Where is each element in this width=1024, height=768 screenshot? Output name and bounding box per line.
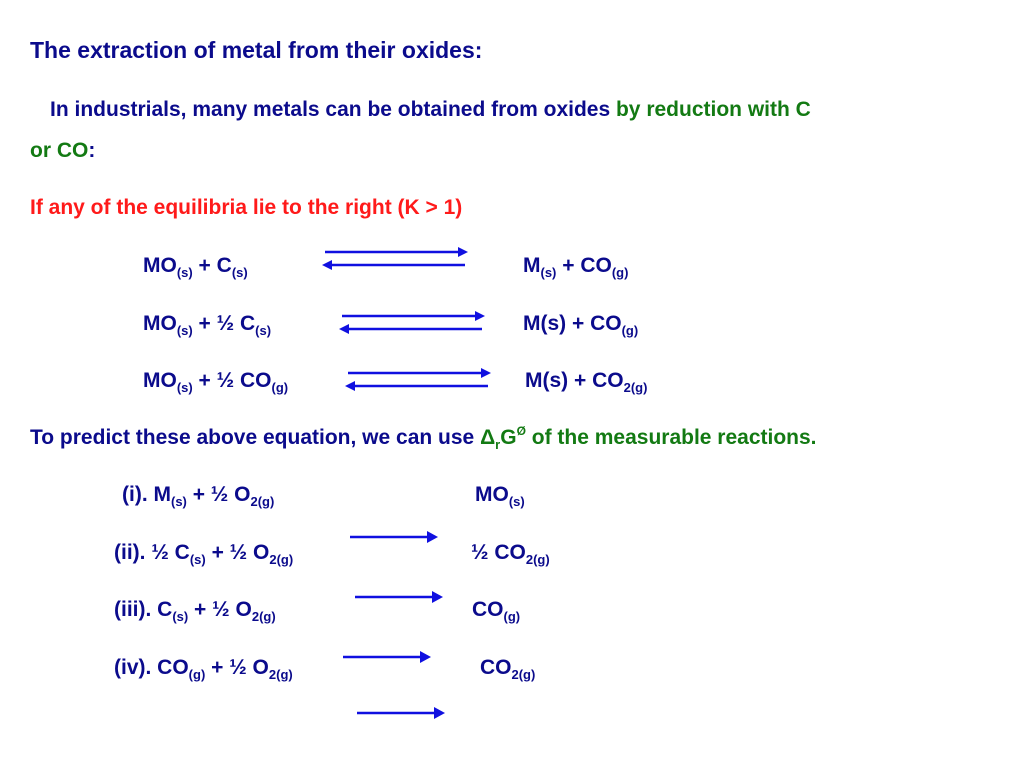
r1-l2: + ½ O [186,483,251,506]
eq3-r1-sub: 2(g) [623,380,648,395]
r1-l1-sub: (s) [170,494,187,509]
intro-line-1 [50,98,811,122]
r2-l1-sub: (s) [189,552,206,567]
r1-l1: (i). M [122,483,171,506]
reaction-i-reactants [122,483,274,507]
eq3-l2-sub: (g) [271,380,289,395]
equilibrium-arrow-icon [322,246,472,272]
eq2-r1-sub: (g) [621,323,639,338]
intro-highlight-cont: or CO [30,139,89,162]
prediction-text: To predict these above equation, we can use [30,426,481,449]
eq3-r1: M(s) + CO [525,369,624,392]
r3-p1: CO [472,598,504,621]
reaction-iii-product [472,598,520,622]
eq3-l1-sub: (s) [176,380,193,395]
equilibrium-2-products [523,312,638,336]
r4-l2-sub: 2(g) [268,667,293,682]
eq1-l2: + C [192,254,232,277]
r2-p1-sub: 2(g) [525,552,550,567]
reaction-ii-reactants [114,541,293,565]
gibbs-symbol [480,424,817,452]
gibbs-standard-sup: Ø [516,424,526,438]
reaction-i-product [475,483,525,507]
reaction-ii-product [471,541,550,565]
equilibrium-arrow-icon [339,310,489,336]
reaction-iv-product [480,656,535,680]
eq1-r2-sub: (g) [611,265,629,280]
slide-title: The extraction of metal from their oxides: [30,37,483,63]
r3-p1-sub: (g) [503,609,521,624]
eq1-r1-sub: (s) [540,265,557,280]
r2-l1: (ii). ½ C [114,541,190,564]
eq2-l2: + ½ C [192,312,256,335]
r4-p1: CO [480,656,512,679]
eq2-l1-sub: (s) [176,323,193,338]
eq3-l1: MO [143,369,177,392]
eq1-l1-sub: (s) [176,265,193,280]
equilibrium-condition: If any of the equilibria lie to the right (K > 1) [30,196,463,219]
equilibrium-1-reactants [143,254,248,278]
eq3-l2: + ½ CO [192,369,272,392]
r3-l2: + ½ O [188,598,252,621]
eq1-r2: + CO [556,254,612,277]
reaction-arrow-icon [357,705,449,721]
r4-l2: + ½ O [205,656,269,679]
r1-l2-sub: 2(g) [250,494,275,509]
reaction-arrow-icon [355,589,447,605]
equilibrium-1-products [523,254,628,278]
reaction-arrow-icon [350,529,442,545]
r3-l2-sub: 2(g) [251,609,276,624]
intro-line-2 [30,139,95,163]
equilibrium-3-products [525,369,647,393]
gibbs-g: G [500,426,517,449]
intro-text: In industrials, many metals can be obtained from oxides [50,98,616,121]
prediction-sentence [30,426,817,450]
equilibrium-3-reactants [143,369,288,393]
eq1-r1: M [523,254,541,277]
intro-highlight: by reduction with C [615,98,811,121]
reaction-iii-reactants [114,598,276,622]
r4-l1-sub: (g) [188,667,206,682]
eq2-l1: MO [143,312,177,335]
equilibrium-arrow-icon [345,367,495,393]
gibbs-r-sub: r [495,437,501,452]
eq1-l2-sub: (s) [231,265,248,280]
r4-p1-sub: 2(g) [511,667,536,682]
gibbs-delta: Δ [480,426,496,449]
r3-l1: (iii). C [114,598,173,621]
r2-l2-sub: 2(g) [269,552,294,567]
r2-p1: ½ CO [471,541,526,564]
equilibrium-2-reactants [143,312,271,336]
eq2-r1: M(s) + CO [523,312,622,335]
r1-p1-sub: (s) [508,494,525,509]
r1-p1: MO [475,483,509,506]
intro-colon: : [88,139,96,162]
eq1-l1: MO [143,254,177,277]
prediction-text-end: of the measurable reactions. [525,426,817,449]
reaction-iv-reactants [114,656,293,680]
reaction-arrow-icon [343,649,435,665]
eq2-l2-sub: (s) [255,323,272,338]
r3-l1-sub: (s) [172,609,189,624]
r2-l2: + ½ O [205,541,270,564]
r4-l1: (iv). CO [114,656,189,679]
